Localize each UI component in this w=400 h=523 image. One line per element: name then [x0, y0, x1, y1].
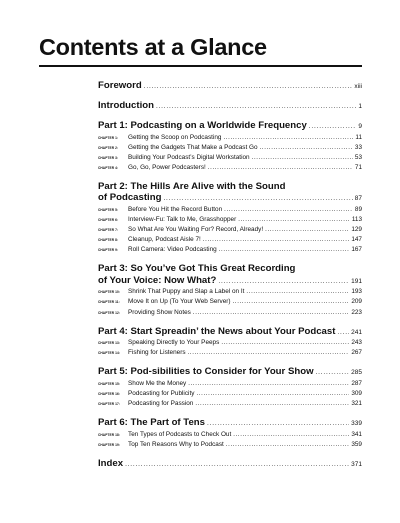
page-number: 113 — [351, 215, 362, 223]
dot-leader — [125, 459, 349, 470]
chapter-entry[interactable] — [98, 235, 362, 245]
dot-leader — [203, 236, 350, 245]
page-number: 89 — [354, 205, 362, 213]
page-number: 341 — [351, 430, 362, 438]
chapter-title: So What Are You Waiting For? Record, Already! — [128, 226, 264, 234]
part-heading[interactable] — [98, 417, 362, 430]
chapter-entry[interactable] — [98, 215, 362, 225]
chapter-number: CHAPTER 19: — [98, 442, 120, 447]
chapter-entry[interactable] — [98, 225, 362, 235]
page-number: 87 — [354, 195, 362, 203]
page-number: 9 — [358, 123, 362, 130]
dot-leader — [316, 367, 350, 379]
chapter-number: CHAPTER 16: — [98, 391, 120, 396]
page-number: 285 — [351, 369, 362, 377]
dot-leader — [309, 121, 357, 133]
page-title: Contents at a Glance — [39, 34, 267, 60]
chapter-entry[interactable] — [98, 133, 362, 143]
dot-leader — [265, 226, 349, 235]
chapter-entry[interactable] — [98, 338, 362, 348]
chapter-number: CHAPTER 5: — [98, 207, 119, 212]
chapter-title: Providing Show Notes — [128, 308, 191, 316]
dot-leader — [144, 81, 353, 92]
chapter-number: CHAPTER 14: — [98, 351, 120, 356]
part-section — [98, 181, 362, 255]
chapter-number: CHAPTER 8: — [98, 238, 119, 243]
part-heading[interactable] — [98, 192, 362, 205]
dot-leader — [195, 400, 349, 409]
chapter-entry[interactable] — [98, 440, 362, 450]
chapter-title: Interview-Fu: Talk to Me, Grasshopper — [128, 215, 237, 223]
dot-leader — [246, 288, 349, 297]
part-title-continued: of Your Voice: Now What? — [98, 274, 217, 286]
chapter-entry[interactable] — [98, 399, 362, 409]
dot-leader — [207, 418, 349, 430]
toc-entry-label: Introduction — [98, 100, 154, 111]
chapter-entry[interactable] — [98, 143, 362, 153]
dot-leader — [208, 164, 353, 173]
chapter-entry[interactable] — [98, 348, 362, 358]
dot-leader — [163, 193, 352, 205]
toc-entry-foreword[interactable] — [98, 80, 362, 92]
page-number: 11 — [355, 133, 362, 141]
dot-leader — [219, 246, 350, 255]
part-section — [98, 120, 362, 173]
part-title[interactable]: Part 3: So You’ve Got This Great Recording — [98, 263, 296, 275]
chapter-entry[interactable] — [98, 163, 362, 173]
chapter-number: CHAPTER 6: — [98, 217, 119, 222]
parts-list — [98, 120, 362, 458]
page-number: 359 — [351, 440, 362, 448]
chapter-entry[interactable] — [98, 379, 362, 389]
chapter-title: Before You Hit the Record Button — [128, 205, 223, 213]
chapter-number: CHAPTER 2: — [98, 145, 119, 150]
chapter-entry[interactable] — [98, 245, 362, 255]
page-number: 321 — [351, 400, 362, 407]
dot-leader — [188, 349, 350, 358]
dot-leader — [260, 144, 353, 153]
chapter-number: CHAPTER 11: — [98, 300, 120, 305]
toc-entry-label: Index — [98, 457, 124, 469]
chapter-title: Getting the Gadgets That Make a Podcast Go — [128, 143, 258, 151]
dot-leader — [196, 390, 349, 399]
chapter-title: Roll Camera: Video Podcasting — [128, 246, 217, 254]
chapter-number: CHAPTER 3: — [98, 155, 119, 160]
chapter-number: CHAPTER 13: — [98, 341, 120, 346]
part-heading[interactable] — [98, 275, 362, 288]
chapter-number: CHAPTER 1: — [98, 135, 119, 140]
toc-entry-index[interactable] — [98, 458, 362, 470]
page-number: 339 — [351, 420, 362, 428]
part-title-continued: of Podcasting — [98, 192, 162, 204]
chapter-title: Show Me the Money — [128, 379, 187, 387]
chapter-entry[interactable] — [98, 153, 362, 163]
part-section — [98, 326, 362, 359]
chapter-number: CHAPTER 17: — [98, 402, 120, 406]
page-number: 33 — [354, 143, 362, 151]
dot-leader — [224, 206, 353, 215]
part-heading[interactable] — [98, 120, 362, 133]
dot-leader — [223, 134, 353, 143]
toc-entry-introduction[interactable] — [98, 100, 362, 112]
part-heading[interactable] — [98, 326, 362, 339]
dot-leader — [233, 298, 350, 307]
chapter-title: Top Ten Reasons Why to Podcast — [128, 440, 224, 448]
chapter-title: Move It on Up (To Your Web Server) — [128, 298, 231, 306]
part-section — [98, 263, 362, 317]
part-title: Part 5: Pod-sibilities to Consider for Your Show — [98, 366, 314, 378]
chapter-title: Cleanup, Podcast Aisle 7! — [128, 236, 201, 244]
chapter-number: CHAPTER 7: — [98, 228, 119, 233]
chapter-title: Go, Go, Power Podcasters! — [128, 163, 206, 171]
chapter-number: CHAPTER 15: — [98, 381, 120, 386]
page-number: 167 — [351, 246, 362, 254]
table-of-contents — [98, 80, 362, 470]
page-number: 287 — [351, 379, 362, 387]
chapter-title: Speaking Directly to Your Peeps — [128, 339, 220, 347]
part-title: Part 4: Start Spreadin’ the News about Your Podcast — [98, 325, 336, 337]
chapter-title: Podcasting for Publicity — [128, 389, 195, 397]
chapter-title: Fishing for Listeners — [128, 349, 186, 357]
chapter-entry[interactable] — [98, 205, 362, 215]
page-number: 129 — [351, 226, 362, 234]
page-number: 1 — [358, 103, 362, 110]
page-number: 193 — [351, 288, 362, 296]
page-number: 223 — [351, 308, 362, 316]
chapter-title: Podcasting for Passion — [128, 400, 194, 407]
dot-leader — [226, 441, 350, 450]
title-underline — [39, 65, 362, 67]
dot-leader — [337, 327, 349, 339]
page-number: 267 — [351, 349, 362, 357]
part-heading[interactable] — [98, 366, 362, 379]
page-number: 371 — [351, 460, 362, 468]
page-number: 241 — [351, 328, 362, 336]
part-title: Part 6: The Part of Tens — [98, 417, 205, 429]
chapter-title: Shrink That Puppy and Slap a Label on It — [128, 288, 245, 296]
chapter-entry[interactable] — [98, 389, 362, 399]
dot-leader — [252, 154, 353, 163]
part-title: Part 1: Podcasting on a Worldwide Frequency — [98, 120, 307, 131]
dot-leader — [233, 431, 349, 440]
chapter-entry[interactable] — [98, 297, 362, 307]
page-number: 191 — [351, 277, 362, 285]
chapter-number: CHAPTER 18: — [98, 432, 120, 437]
page-number: 147 — [351, 236, 362, 244]
dot-leader — [218, 276, 349, 288]
page-number: 71 — [354, 163, 362, 171]
chapter-title: Getting the Scoop on Podcasting — [128, 133, 222, 141]
chapter-title: Ten Types of Podcasts to Check Out — [128, 430, 232, 438]
chapter-entry[interactable] — [98, 287, 362, 297]
part-section — [98, 417, 362, 450]
page-number: 243 — [351, 339, 362, 347]
dot-leader — [156, 101, 356, 112]
dot-leader — [238, 216, 350, 225]
dot-leader — [221, 339, 349, 348]
dot-leader — [193, 309, 349, 318]
page-number: 209 — [351, 298, 362, 306]
chapter-number: CHAPTER 9: — [98, 248, 119, 253]
page-number: 309 — [351, 389, 362, 397]
toc-entry-label: Foreword — [98, 80, 142, 91]
chapter-entry[interactable] — [98, 430, 362, 440]
chapter-number: CHAPTER 12: — [98, 310, 120, 315]
page-number: 53 — [354, 153, 362, 161]
part-title[interactable]: Part 2: The Hills Are Alive with the Sound — [98, 180, 286, 192]
chapter-entry[interactable] — [98, 308, 362, 318]
chapter-title: Building Your Podcast’s Digital Workstation — [128, 153, 250, 161]
page-number: xiii — [354, 83, 362, 90]
chapter-number: CHAPTER 10: — [98, 290, 120, 295]
dot-leader — [188, 380, 349, 389]
part-section — [98, 366, 362, 409]
chapter-number: CHAPTER 4: — [98, 165, 119, 170]
